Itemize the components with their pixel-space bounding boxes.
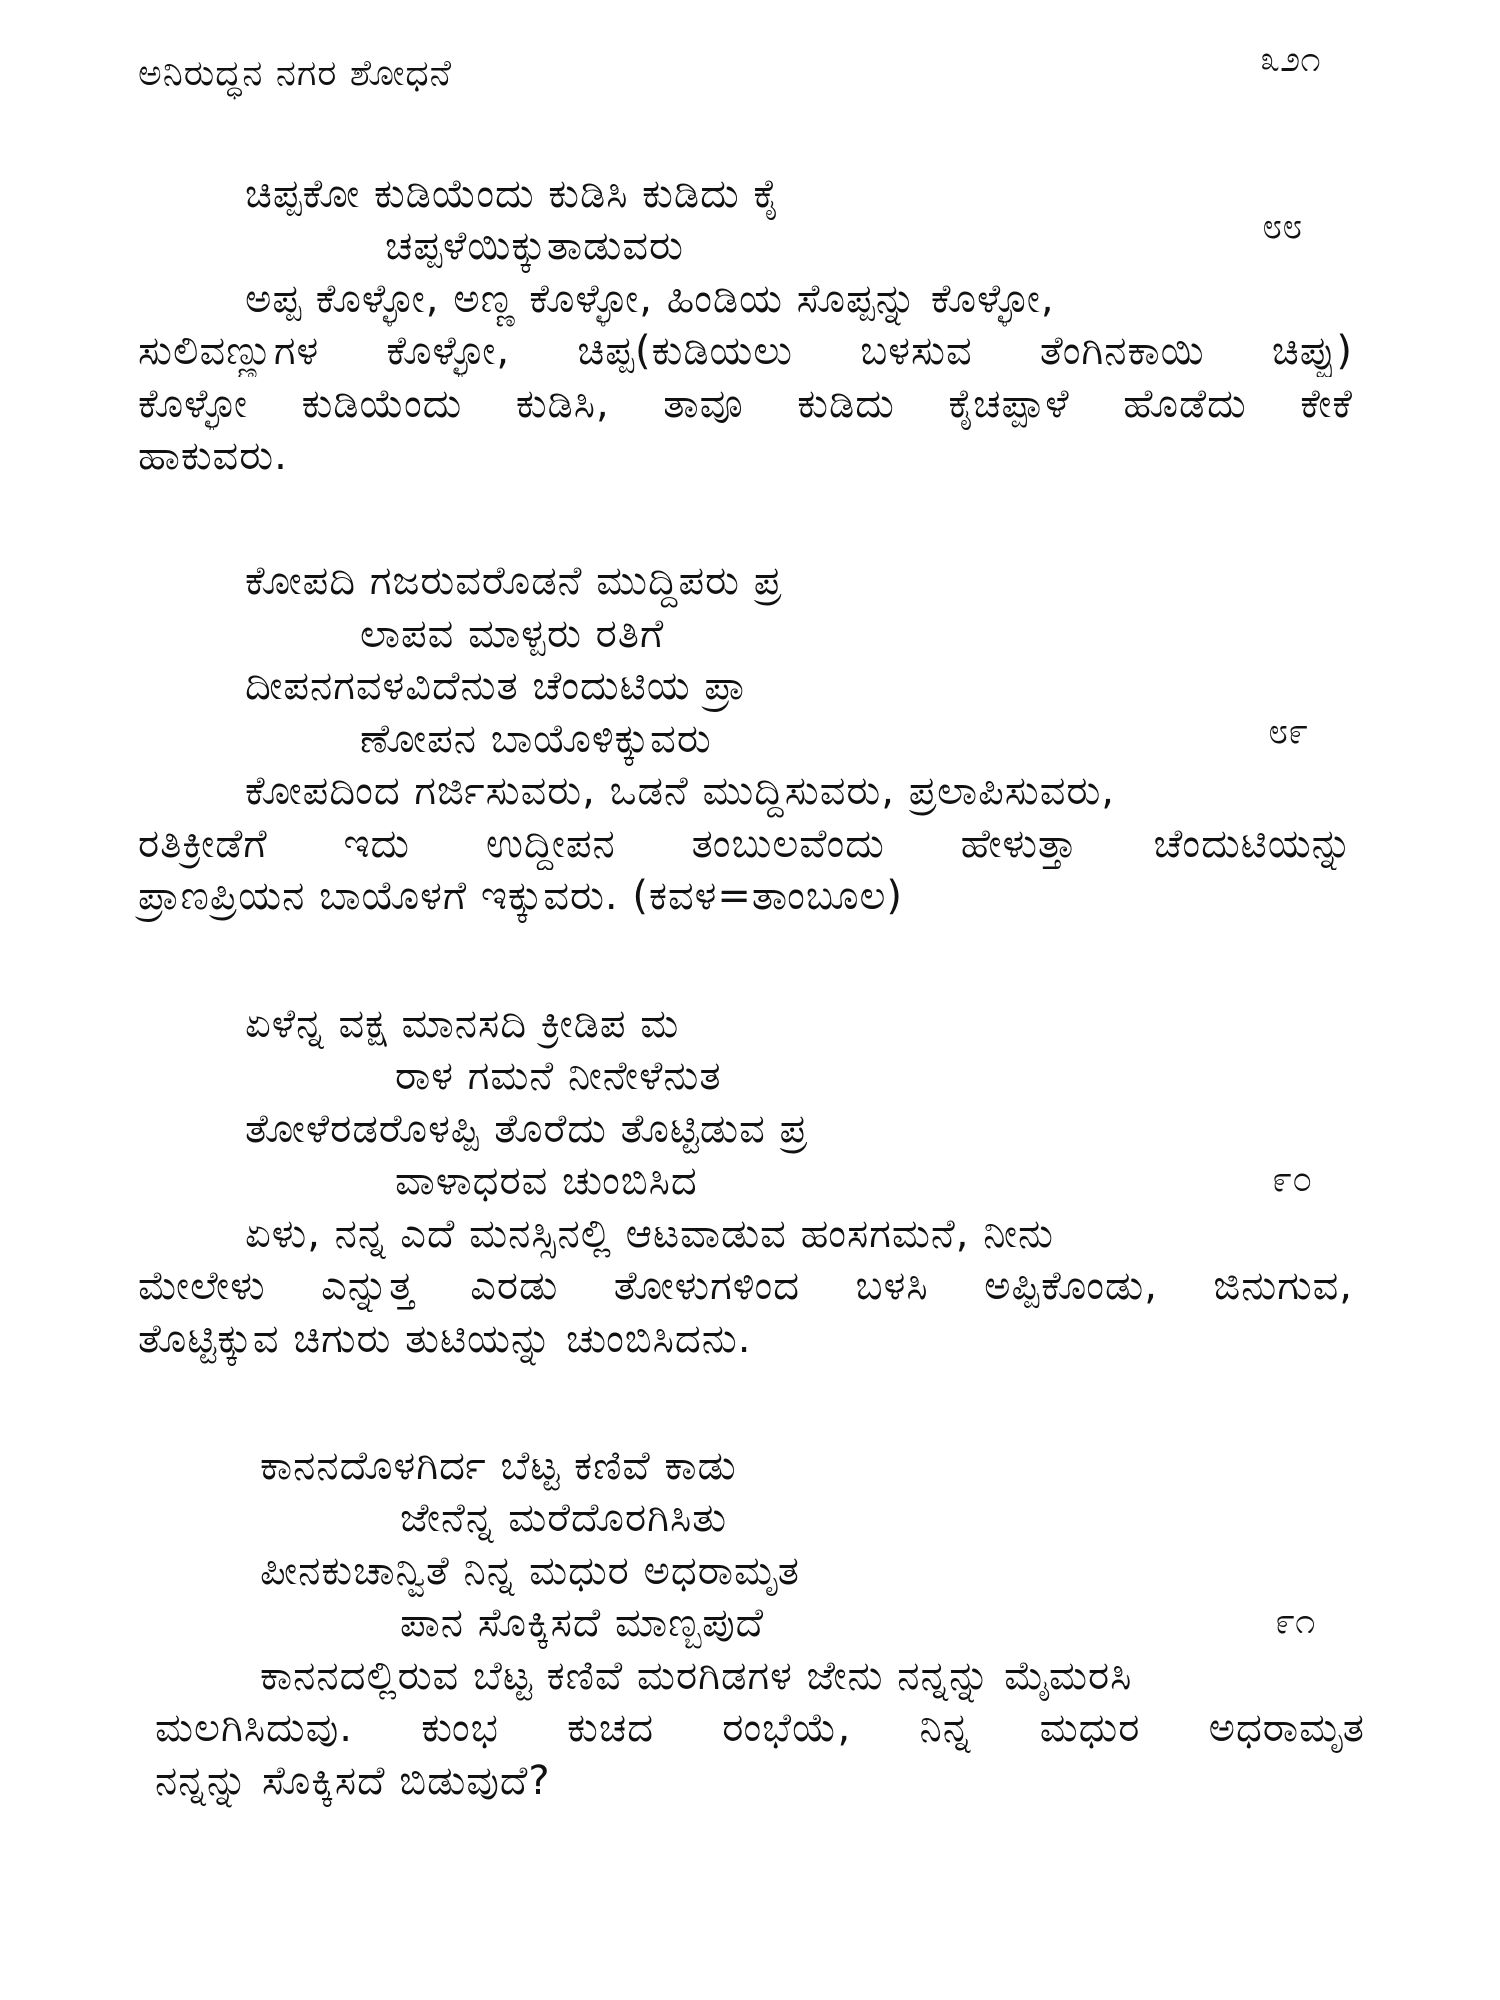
prose-line: ಮಲಗಿಸಿದುವು. ಕುಂಭ ಕುಚದ ರಂಭೆಯೆ, ನಿನ್ನ ಮಧುರ ಅಧರಾಮೃತ <box>155 1705 1365 1751</box>
verse-number: ೮೯ <box>1268 711 1309 752</box>
prose-line: ರತಿಕ್ರೀಡೆಗೆ ಇದು ಉದ್ದೀಪನ ತಂಬುಲವೆಂದು ಹೇಳುತ್ತಾ ಚೆಂದುಟಿಯನ್ನು <box>138 821 1353 867</box>
verse-line: ಕೋಪದಿ ಗಜರುವರೊಡನೆ ಮುದ್ದಿಪರು ಪ್ರ <box>245 558 783 604</box>
verse-line: ಚಪ್ಪಳೆಯಿಕ್ಕುತಾಡುವರು <box>385 223 684 269</box>
prose-line: ಕೊಳ್ಳೋ ಕುಡಿಯೆಂದು ಕುಡಿಸಿ, ತಾವೂ ಕುಡಿದು ಕೈಚಪ್ಪಾಳೆ ಹೊಡೆದು ಕೇಕೆ <box>138 381 1353 427</box>
prose-line: ಅಪ್ಪ ಕೊಳ್ಳೋ, ಅಣ್ಣ ಕೊಳ್ಳೋ, ಹಿಂಡಿಯ ಸೊಪ್ಪನ್ನು ಕೊಳ್ಳೋ, <box>245 276 1055 322</box>
verse-number: ೯೧ <box>1275 1601 1316 1642</box>
verse-line: ಕಾನನದೊಳಗಿರ್ದ ಬೆಟ್ಟ ಕಣಿವೆ ಕಾಡು <box>260 1443 737 1489</box>
verse-line: ಜೇನೆನ್ನ ಮರೆದೊರಗಿಸಿತು <box>400 1495 728 1541</box>
prose-line: ಮೇಲೇಳು ಎನ್ನುತ್ತ ಎರಡು ತೋಳುಗಳಿಂದ ಬಳಸಿ ಅಪ್ಪಿಕೊಂಡು, ಜಿನುಗುವ, <box>138 1263 1353 1309</box>
verse-number: ೯೦ <box>1272 1159 1313 1200</box>
prose-line: ಏಳು, ನನ್ನ ಎದೆ ಮನಸ್ಸಿನಲ್ಲಿ ಆಟವಾಡುವ ಹಂಸಗಮನೆ, ನೀನು <box>245 1211 1054 1257</box>
verse-line: ವಾಳಾಧರವ ಚುಂಬಿಸಿದ <box>395 1158 698 1204</box>
prose-line: ಸುಲಿವಣ್ಣುಗಳ ಕೊಳ್ಳೋ, ಚಿಪ್ಪ(ಕುಡಿಯಲು ಬಳಸುವ ತೆಂಗಿನಕಾಯಿ ಚಿಪ್ಪು) <box>138 328 1353 374</box>
verse-line: ಪೀನಕುಚಾನ್ವಿತೆ ನಿನ್ನ ಮಧುರ ಅಧರಾಮೃತ <box>260 1548 800 1594</box>
running-header: ಅನಿರುದ್ಧನ ನಗರ ಶೋಧನೆ <box>138 53 453 94</box>
prose-line: ಪ್ರಾಣಪ್ರಿಯನ ಬಾಯೊಳಗೆ ಇಕ್ಕುವರು. (ಕವಳ=ತಾಂಬೂಲ) <box>138 873 904 919</box>
prose-line: ನನ್ನನ್ನು ಸೊಕ್ಕಿಸದೆ ಬಿಡುವುದೆ? <box>155 1758 551 1804</box>
prose-line: ಕೋಪದಿಂದ ಗರ್ಜಿಸುವರು, ಒಡನೆ ಮುದ್ದಿಸುವರು, ಪ್ರಲಾಪಿಸುವರು, <box>245 768 1116 814</box>
verse-line: ಣೋಪನ ಬಾಯೊಳಿಕ್ಕುವರು <box>360 716 712 762</box>
verse-line: ದೀಪನಗವಳವಿದೆನುತ ಚೆಂದುಟಿಯ ಪ್ರಾ <box>245 663 747 709</box>
verse-line: ತೋಳೆರಡರೊಳಪ್ಪಿ ತೊರೆದು ತೊಟ್ಟಿಡುವ ಪ್ರ <box>245 1106 808 1152</box>
verse-line: ರಾಳ ಗಮನೆ ನೀನೇಳೆನುತ <box>395 1053 722 1099</box>
prose-line: ಕಾನನದಲ್ಲಿರುವ ಬೆಟ್ಟ ಕಣಿವೆ ಮರಗಿಡಗಳ ಜೇನು ನನ್ನನ್ನು ಮೈಮರಸಿ <box>260 1653 1133 1699</box>
page-number: ೩೨೧ <box>1260 39 1321 80</box>
prose-line: ತೊಟ್ಟಿಕ್ಕುವ ಚಿಗುರು ತುಟಿಯನ್ನು ಚುಂಬಿಸಿದನು. <box>138 1316 752 1362</box>
prose-line: ಹಾಕುವರು. <box>138 433 288 479</box>
verse-line: ಪಾನ ಸೊಕ್ಕಿಸದೆ ಮಾಣ್ಬಪುದೆ <box>400 1600 765 1646</box>
verse-line: ಚಿಪ್ಪಕೋ ಕುಡಿಯೆಂದು ಕುಡಿಸಿ ಕುಡಿದು ಕೈ <box>245 171 781 217</box>
verse-line: ಏಳೆನ್ನ ವಕ್ಷ ಮಾನಸದಿ ಕ್ರೀಡಿಪ ಮ <box>245 1001 680 1047</box>
verse-line: ಲಾಪವ ಮಾಳ್ಪರು ರತಿಗೆ <box>360 611 665 657</box>
verse-number: ೮೮ <box>1262 206 1303 247</box>
